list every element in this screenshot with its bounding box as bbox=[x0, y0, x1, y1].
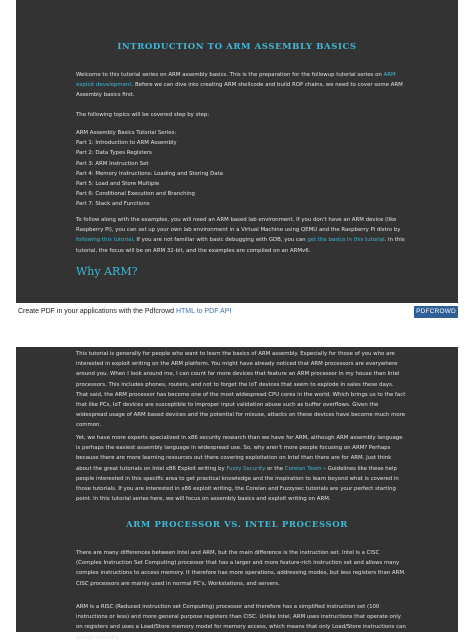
intro-text-end: . Before we can dive into creating ARM shellcode and build ROP chains, we need to cover some ARM Assembly basics first. bbox=[76, 82, 403, 99]
series-list bbox=[76, 128, 406, 210]
x86-text-b: or the bbox=[265, 465, 285, 472]
lab-text-a: To follow along with the examples, you will need an ARM based lab environment. If you don't have an ARM device (like Raspberry Pi), you can set up your own lab environment in a Virtual Machine using QEMU and the Raspberry Pi distro by bbox=[76, 217, 401, 234]
footer-text bbox=[18, 308, 231, 315]
lab-setup-paragraph bbox=[76, 215, 406, 256]
arm-exploit-development-link[interactable]: ARM exploit development bbox=[76, 72, 396, 89]
document-page-1 bbox=[16, 0, 458, 303]
pdfcrowd-logo[interactable]: PDFCROWD bbox=[414, 306, 458, 318]
x86-text-c: – Guidelines like these help people interested in this specific area to get practical knowledge and the inspiration to learn beyond what is covered in those tutorials. If you are interested in x86 exploit writing, the Corelan and Fuzzysec tutorials are your perfect starting point. In this tutorial series here, we will focus on assembly basics and exploit writing on ARM. bbox=[76, 465, 399, 503]
pdf-footer bbox=[16, 304, 458, 320]
list-item: Part 4: Memory Instructions: Loading and Storing Data bbox=[76, 170, 223, 177]
fuzzy-security-link[interactable]: Fuzzy Security bbox=[226, 465, 266, 472]
intro-arm-paragraph: This tutorial is generally for people who want to learn the basics of ARM assembly. Especially for those of you who are interested in exploit writing on the ARM platform. You might have already noticed that ARM processors are everywhere around you. When I look around me, I can count far more devices that feature an ARM processor in my house than Intel processors. This includes phones, routers, and not to forget the IoT devices that seem to explode in sales these days. That said, the ARM processor has become one of the most widespread CPU cores in the world. Which brings us to the fact that like PCs, IoT devices are susceptible to improper input validation abuse such as buffer overflows. Given the widespread usage of ARM based devices and the potential for misuse, attacks on these devices have become much more common. bbox=[76, 351, 406, 429]
html-to-pdf-link[interactable]: HTML to PDF API bbox=[175, 308, 232, 315]
intro-paragraph bbox=[76, 70, 406, 101]
gdb-basics-link[interactable]: get the basics in this tutorial bbox=[307, 237, 385, 244]
qemu-tutorial-link[interactable]: following this tutorial bbox=[76, 237, 133, 244]
intro-text-start: Welcome to this tutorial series on ARM assembly basics. This is the preparation for the followup tutorial series on bbox=[76, 72, 384, 78]
footer-caption: Create PDF in your applications with the Pdfcrowd bbox=[18, 308, 176, 315]
corelan-team-link[interactable]: Corelan Team bbox=[284, 465, 322, 472]
list-item: Part 2: Data Types Registers bbox=[76, 150, 152, 157]
list-item: Part 3: ARM Instruction Set bbox=[76, 160, 149, 167]
section-title: ARM PROCESSOR VS. INTEL PROCESSOR bbox=[126, 520, 348, 530]
list-item: Part 6: Conditional Execution and Branching bbox=[76, 191, 195, 198]
document-page-2 bbox=[16, 347, 458, 641]
list-item: Part 7: Stack and Functions bbox=[76, 201, 150, 208]
series-heading: ARM Assembly Basics Tutorial Series: bbox=[76, 130, 177, 136]
list-item: Part 1: Introduction to ARM Assembly bbox=[76, 140, 177, 147]
x86-text-a: Yet, we have more experts specialized in x86 security research than we have for ARM, although ARM assembly language is perhaps the easiest assembly language in widespread use. So, why aren't more people focusing on ARM? Perhaps because there are more learning resources out there covering exploitation on Intel than there are for ARM. Just think about the great tutorials on Intel x86 Exploit writing by bbox=[76, 435, 403, 472]
lab-text-c: . In this tutorial, the focus will be on ARM 32-bit, and the examples are compiled on an ARMv6. bbox=[76, 237, 405, 254]
lab-text-b: . If you are not familiar with basic debugging with GDB, you can bbox=[132, 237, 308, 244]
x86-vs-arm-paragraph bbox=[76, 433, 406, 504]
list-item: Part 5: Load and Store Multiple bbox=[76, 181, 160, 188]
topics-intro: The following topics will be covered step by step: bbox=[76, 112, 210, 118]
risc-paragraph: ARM is a RISC (Reduced instruction set Computing) processor and therefore has a simplified instruction set (100 instructions or less) and more general purpose registers than CISC. Unlike Intel, ARM uses instructions that operate only on registers and uses a Load/Store memory model for memory access, which means that only Load/Store instructions can access memory. bbox=[76, 604, 406, 641]
page-title: INTRODUCTION TO ARM ASSEMBLY BASICS bbox=[117, 42, 357, 52]
why-arm-heading: Why ARM? bbox=[76, 265, 138, 278]
cisc-paragraph: There are many differences between Intel and ARM, but the main difference is the instruction set. Intel is a CISC (Complex Instruction Set Computing) processor that has a larger and more feature-rich instruction set and allows many complex instructions to access memory. It therefore has more operations, addressing modes, but less registers than ARM. CISC processors are mainly used in normal PC's, Workstations, and servers. bbox=[76, 550, 406, 587]
